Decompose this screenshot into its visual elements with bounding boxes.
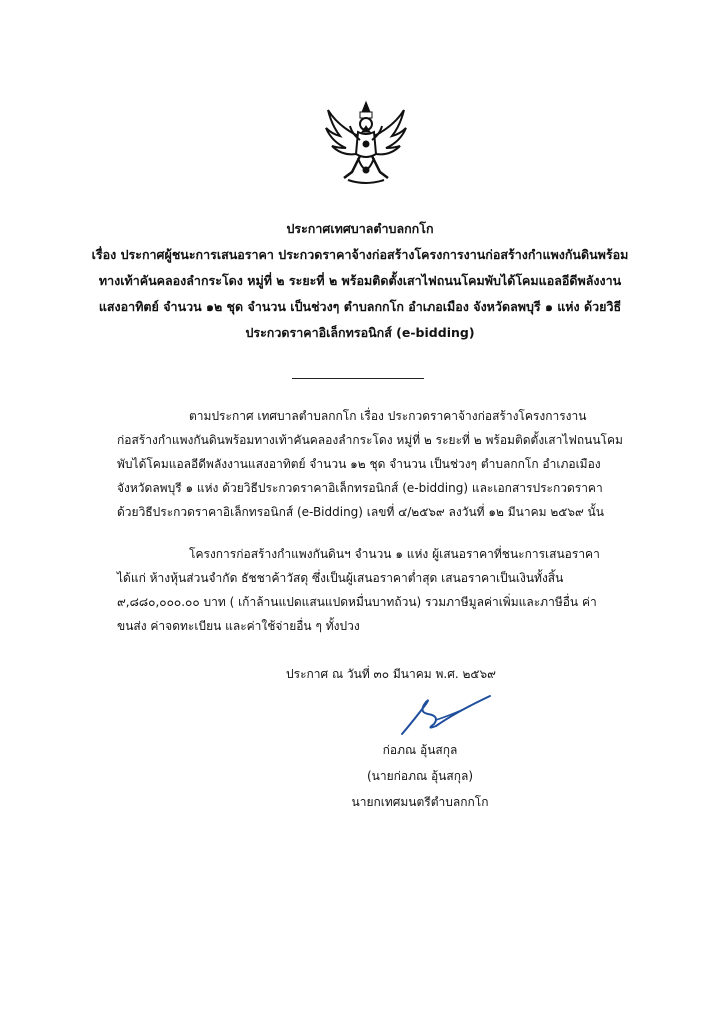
announcement-date: ประกาศ ณ วันที่ ๓๐ มีนาคม พ.ศ. ๒๕๖๙: [286, 667, 496, 681]
body-paragraph-reference: ตามประกาศ เทศบาลตำบลกกโก เรื่อง ประกวดราคาจ้างก่อสร้างโครงการงานก่อสร้างกำแพงกันดินพร้อมทางเท้าคันคลองลำกระโดง หมู่ที่ ๒ ระยะที่ ๒ พร้อมติดตั้งเสาไฟถนนโคมพับได้โคมแอลอีดีพลังงานแสงอาทิตย์ จำนวน ๑๒ ชุด จำนวน เป็นช่วงๆ ตำบลกกโก อำเภอเมือง จังหวัดลพบุรี ๑ แห่ง ด้วยวิธีประกวดราคาอิเล็กทรอนิกส์ (e-bidding) และเอกสารประกวดราคาด้วยวิธีประกวดราคาอิเล็กทรอนิกส์ (e-Bidding) เลขที่ ๔/๒๕๖๙ ลงวันที่ ๑๒ มีนาคม ๒๕๖๙ นั้น: [117, 409, 623, 519]
organization-title: ประกาศเทศบาลตำบลกกโก: [286, 221, 434, 236]
divider-line: [292, 378, 424, 379]
signer-name: ก่อภณ อุ้นสกุล: [382, 743, 458, 757]
garuda-emblem-icon: [318, 96, 414, 192]
subject-heading: [80, 242, 640, 346]
body-paragraph-winner: โครงการก่อสร้างกำแพงกันดินฯ จำนวน ๑ แห่ง ผู้เสนอราคาที่ชนะการเสนอราคา ได้แก่ ห้างหุ้นส่วนจำกัด ธัชชาค้าวัสดุ ซึ่งเป็นผู้เสนอราคาต่ำสุด เสนอราคาเป็นเงินทั้งสิ้น ๙,๘๘๐,๐๐๐.๐๐ บาท ( เก้าล้านแปดแสนแปดหมื่นบาทถ้วน) รวมภาษีมูลค่าเพิ่มและภาษีอื่น ค่าขนส่ง ค่าจดทะเบียน และค่าใช้จ่ายอื่น ๆ ทั้งปวง: [117, 547, 600, 633]
subject-line: ทางเท้าคันคลองลำกระโดง หมู่ที่ ๒ ระยะที่ ๒ พร้อมติดตั้งเสาไฟถนนโคมพับได้โคมแอลอีดีพลังงาน: [98, 273, 622, 288]
signer-position: นายกเทศมนตรีตำบลกกโก: [351, 795, 489, 809]
subject-line: ประกวดราคาอิเล็กทรอนิกส์ (e-bidding): [245, 325, 475, 340]
signature-image: [396, 690, 496, 738]
subject-line: แสงอาทิตย์ จำนวน ๑๒ ชุด จำนวน เป็นช่วงๆ ตำบลกกโก อำเภอเมือง จังหวัดลพบุรี ๑ แห่ง ด้วยวิธี: [98, 299, 622, 314]
signer-name-full: (นายก่อภณ อุ้นสกุล): [366, 769, 474, 783]
subject-line: เรื่อง ประกาศผู้ชนะการเสนอราคา ประกวดราคาจ้างก่อสร้างโครงการงานก่อสร้างกำแพงกันดินพร้อม: [91, 247, 629, 262]
